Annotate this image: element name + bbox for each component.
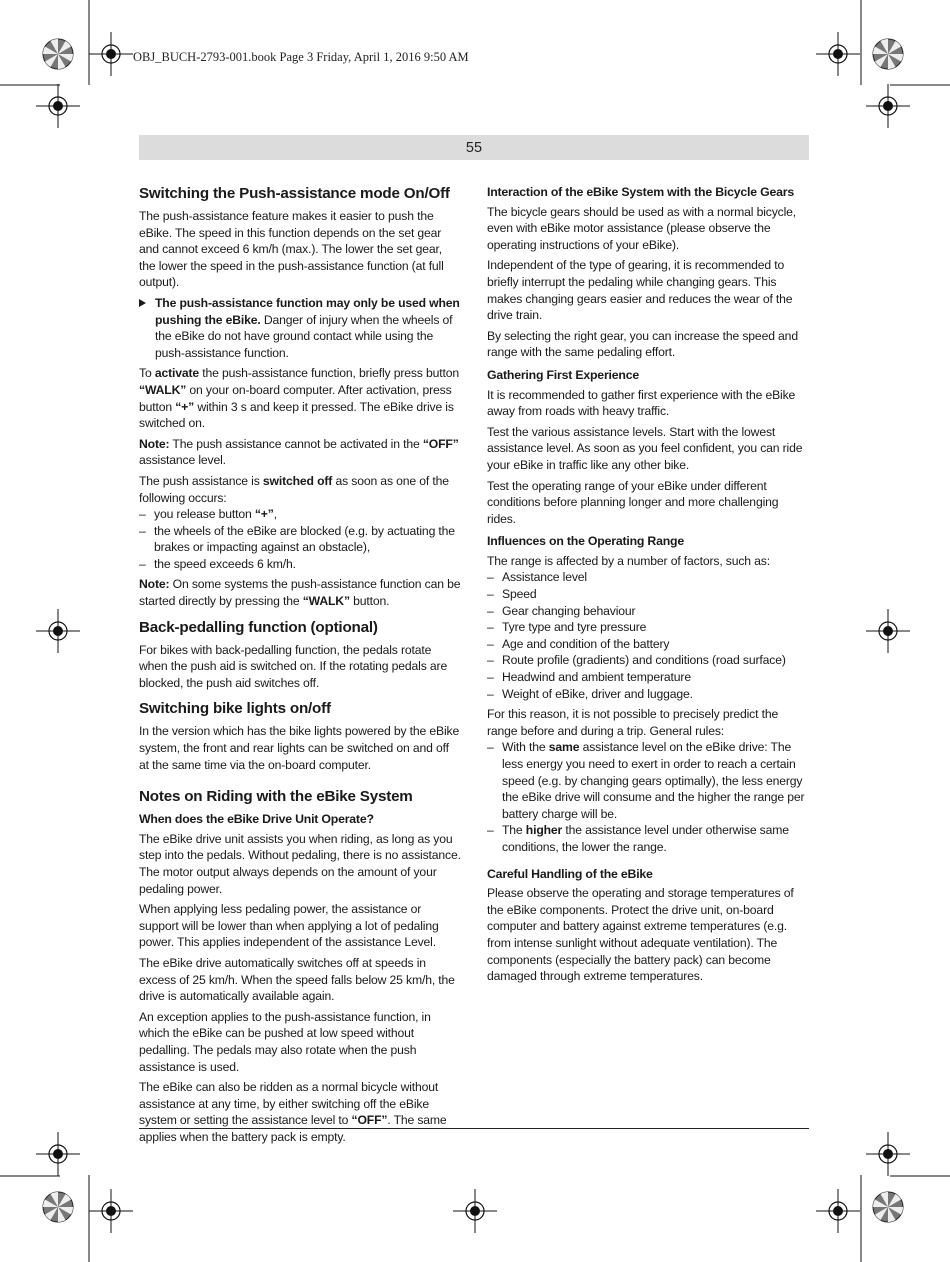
paragraph-drive-2: When applying less pedaling power, the assistance or support will be lower than when applying a lot of pedaling power. This applies independent of the assistance Level. <box>139 902 439 950</box>
page-number: 55 <box>465 139 483 156</box>
dash: – <box>487 686 494 701</box>
text: The <box>502 823 526 838</box>
paragraph-bike-lights: In the version which has the bike lights powered by the eBike system, the front and rear lights can be switched on and off at the same time via the on-board computer. <box>139 724 460 772</box>
dash: – <box>487 653 494 668</box>
list-item <box>487 603 809 620</box>
text: Tyre type and tyre pressure <box>502 620 647 635</box>
text: you release button <box>154 507 255 522</box>
dash: – <box>487 603 494 618</box>
bold-text: Note: <box>139 436 170 451</box>
text: The push assistance cannot be activated in the <box>169 436 423 451</box>
list-item <box>487 669 809 686</box>
paragraph-gears-3: By selecting the right gear, you can increase the speed and range with the same pedaling effort. <box>487 328 798 360</box>
dash: – <box>487 620 494 635</box>
paragraph-range-rules: For this reason, it is not possible to precisely predict the range before and during a trip. General rules: <box>487 707 779 738</box>
list-item <box>487 636 809 653</box>
paragraph-gears-1: The bicycle gears should be used as with a normal bicycle, even with eBike motor assistance (please observe the operating instructions of your eBike). <box>487 204 797 252</box>
text: button. <box>349 594 390 609</box>
paragraph-careful-handling: Please observe the operating and storage temperatures of the eBike components. Protect the drive unit, on-board computer and battery against extreme temperatures (e.g. from intense sunlight without adequate ventilation). The components (especially the battery pack) can become damaged through extreme temperatures. <box>487 886 794 984</box>
text: Weight of eBike, driver and luggage. <box>502 686 693 701</box>
paragraph-back-pedalling: For bikes with back-pedalling function, the pedals rotate when the push aid is switched on. If the rotating pedals are blocked, the push aid switches off. <box>139 642 448 690</box>
bold-text: Note: <box>139 577 170 592</box>
subheading-operating-range: Influences on the Operating Range <box>487 534 685 549</box>
list-item <box>487 569 809 586</box>
dash: – <box>487 670 494 685</box>
text: With the <box>502 740 549 755</box>
subheading-drive-operate: When does the eBike Drive Unit Operate? <box>139 812 374 827</box>
bold-text: same <box>548 740 580 755</box>
paragraph-activate <box>139 365 461 431</box>
list-item <box>487 739 809 822</box>
print-slug: OBJ_BUCH-2793-001.book Page 3 Friday, April 1, 2016 9:50 AM <box>133 50 469 64</box>
paragraph-push-intro: The push-assistance feature makes it easier to push the eBike. The speed in this function depends on the set gear and cannot exceed 6 km/h (max.). The lower the set gear, the lower the speed in the push-assistance function (at full output). <box>139 209 444 290</box>
paragraph-exp-1: It is recommended to gather first experience with the eBike away from roads with heavy traffic. <box>487 387 796 419</box>
heading-bike-lights: Switching bike lights on/off <box>139 700 331 718</box>
text: on your on-board computer. After activation, press button <box>139 382 452 414</box>
text: Route profile (gradients) and conditions (road surface) <box>502 653 786 668</box>
dash: – <box>487 587 494 602</box>
left-column <box>139 184 461 1150</box>
list-item <box>487 586 809 603</box>
bold-text: activate <box>154 366 200 381</box>
list-item <box>487 686 809 703</box>
text: The eBike can also be ridden as a normal bicycle without assistance at any time, by either switching off the eBike system or setting the assistance level to <box>139 1080 439 1128</box>
paragraph-exp-3: Test the operating range of your eBike under different conditions before planning longer and more challenging rides. <box>487 478 779 526</box>
paragraph-exp-2: Test the various assistance levels. Start with the lowest assistance level. As soon as you feel confident, you can ride your eBike in traffic like any other bike. <box>487 424 803 472</box>
text: . The same applies when the battery pack is empty. <box>139 1113 447 1144</box>
dash: – <box>487 823 494 838</box>
dash: – <box>487 570 494 585</box>
paragraph-range-intro: The range is affected by a number of factors, such as: <box>487 553 770 568</box>
paragraph-gears-2: Independent of the type of gearing, it is recommended to briefly interrupt the pedaling while changing gears. This makes changing gears easier and reduces the wear of the drive train. <box>487 258 793 323</box>
text: assistance level. <box>139 453 226 468</box>
range-rules-list <box>487 739 809 855</box>
bold-text: switched off <box>262 473 333 488</box>
range-factors-list <box>487 569 809 702</box>
text: Gear changing behaviour <box>502 603 636 618</box>
text: Age and condition of the battery <box>502 636 670 651</box>
paragraph-drive-5 <box>139 1079 461 1145</box>
bold-text: “OFF” <box>422 436 459 451</box>
note-off-level <box>139 436 461 469</box>
text: within 3 s and keep it pressed. The eBike drive is switched on. <box>139 399 454 431</box>
list-item <box>487 619 809 636</box>
text: Headwind and ambient temperature <box>502 670 691 685</box>
bold-text: “+” <box>175 399 195 414</box>
paragraph-drive-4: An exception applies to the push-assistance function, in which the eBike can be pushed at low speed without pedalling. The pedals may also rotate when the push assistance is used. <box>139 1009 431 1074</box>
text: the assistance level under otherwise same conditions, the lower the range. <box>502 823 789 854</box>
bold-text: “OFF” <box>351 1113 388 1128</box>
subheading-first-experience: Gathering First Experience <box>487 367 639 382</box>
heading-push-assistance: Switching the Push-assistance mode On/Off <box>139 185 450 202</box>
subheading-gears: Interaction of the eBike System with the Bicycle Gears <box>487 185 794 199</box>
dash: – <box>139 523 146 538</box>
paragraph-switched-off <box>139 473 461 506</box>
warning-bold: The push-assistance function may only be used when pushing the eBike. <box>155 295 460 327</box>
warning-triangle-icon <box>139 299 146 307</box>
list-item <box>487 652 809 669</box>
text: the push-assistance function, briefly press button <box>199 366 459 381</box>
heading-riding-notes: Notes on Riding with the eBike System <box>139 788 413 806</box>
bold-text: “+” <box>254 507 274 522</box>
paragraph-drive-1: The eBike drive unit assists you when riding, as long as you step into the pedals. Without pedaling, there is no assistance. The motor output always depends on the amount of your pedaling power. <box>139 831 461 896</box>
dash: – <box>487 740 494 755</box>
dash: – <box>139 556 146 571</box>
text: the speed exceeds 6 km/h. <box>154 556 296 571</box>
list-item <box>139 556 461 573</box>
dash: – <box>139 507 146 522</box>
text: On some systems the push-assistance function can be started directly by pressing the <box>139 577 461 609</box>
list-item <box>139 506 461 523</box>
page-number-band <box>139 135 809 160</box>
text: Assistance level <box>502 570 587 585</box>
list-item <box>487 822 809 855</box>
dash: – <box>487 636 494 651</box>
text: assistance level on the eBike drive: The less energy you need to exert in order to reach a certain speed (e.g. by changing gears optimally), the less energy the eBike drive will consume and the higher the range per battery charge will be. <box>502 740 805 821</box>
text: , <box>273 507 277 522</box>
text: The push assistance is <box>139 473 263 488</box>
bold-text: “WALK” <box>139 382 187 397</box>
switch-off-conditions-list <box>139 506 461 572</box>
right-column <box>487 184 809 989</box>
text: To <box>139 366 155 381</box>
bold-text: “WALK” <box>302 594 350 609</box>
list-item <box>139 523 461 556</box>
bold-text: higher <box>525 823 563 838</box>
bottom-rule <box>139 1128 809 1129</box>
paragraph-drive-3: The eBike drive automatically switches off at speeds in excess of 25 km/h. When the speed falls below 25 km/h, the drive is automatically available again. <box>139 955 455 1004</box>
warning-text: Danger of injury when the wheels of the eBike do not have ground contact while using the push-assistance function. <box>155 312 453 360</box>
text: as soon as one of the following occurs: <box>139 473 449 505</box>
text: Speed <box>502 587 537 602</box>
heading-back-pedalling: Back-pedalling function (optional) <box>139 618 378 636</box>
subheading-careful-handling: Careful Handling of the eBike <box>487 866 653 881</box>
note-walk-button <box>139 576 461 609</box>
text: the wheels of the eBike are blocked (e.g. by actuating the brakes or impacting against an obstacle), <box>154 523 455 555</box>
warning-push-assistance <box>139 295 461 361</box>
